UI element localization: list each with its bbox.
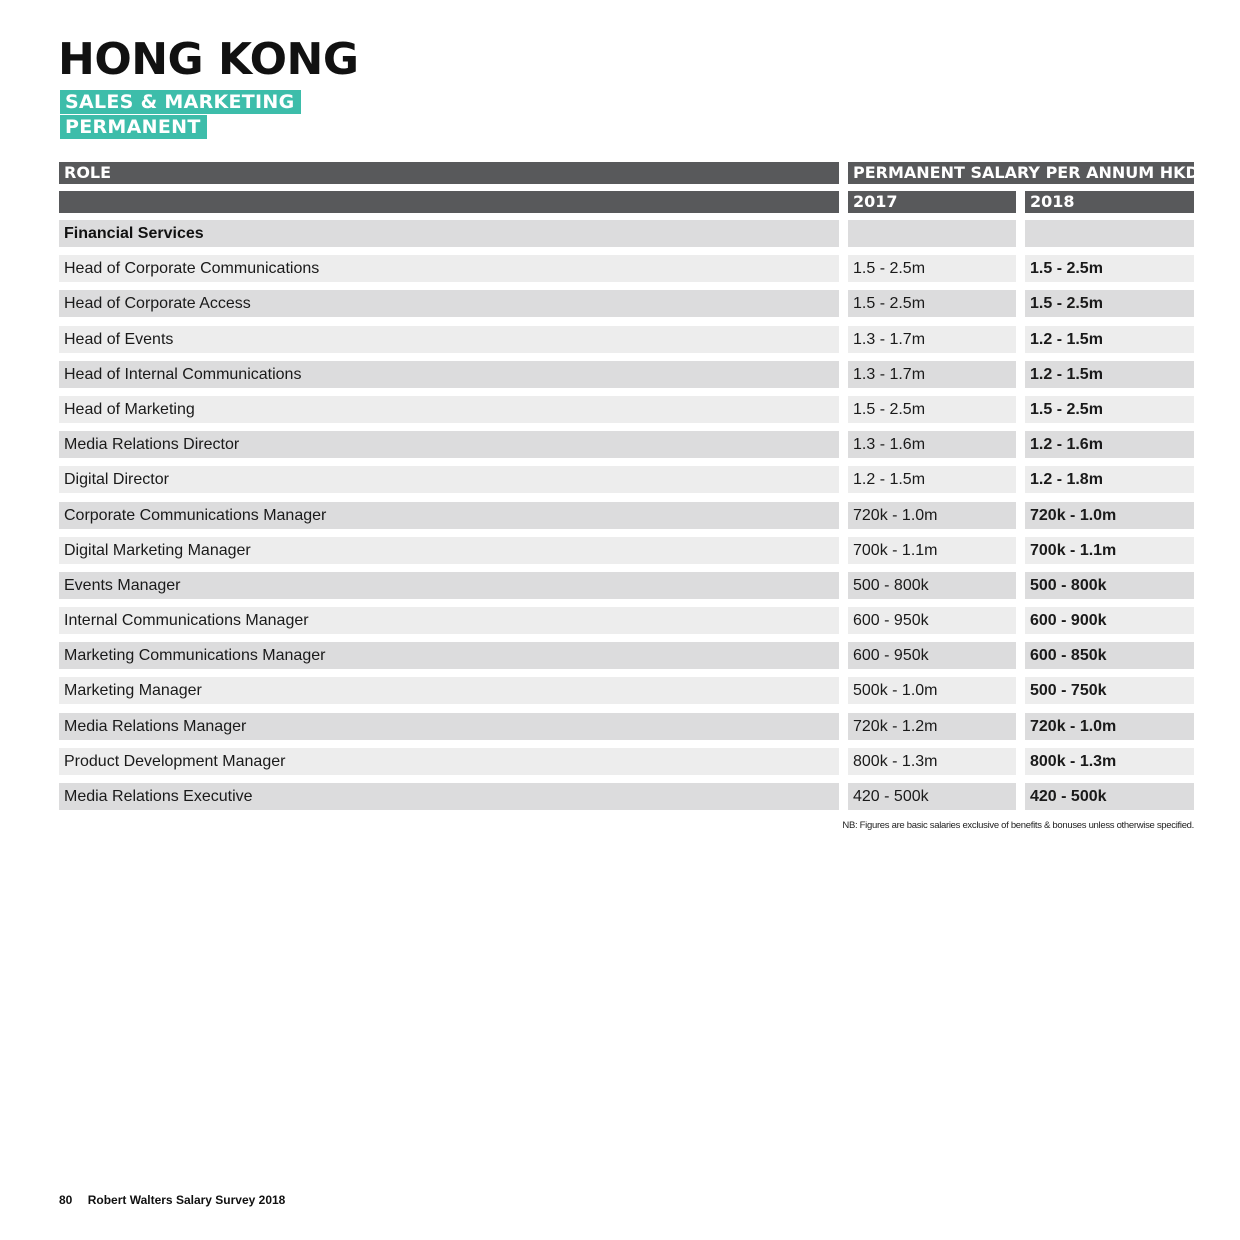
salary-2018-cell: 720k - 1.0m (1025, 713, 1194, 740)
page-footer (59, 1193, 285, 1207)
salary-2017-cell: 1.3 - 1.7m (848, 361, 1016, 388)
salary-2018-cell: 1.2 - 1.5m (1025, 361, 1194, 388)
role-cell: Internal Communications Manager (59, 607, 839, 634)
salary-2017-cell: 500 - 800k (848, 572, 1016, 599)
role-cell: Marketing Communications Manager (59, 642, 839, 669)
page-number: 80 (59, 1193, 73, 1207)
salary-2018-cell: 600 - 850k (1025, 642, 1194, 669)
table-row (59, 466, 1194, 493)
salary-2018-cell: 500 - 750k (1025, 677, 1194, 704)
salary-2018-cell: 1.5 - 2.5m (1025, 255, 1194, 282)
salary-2018-cell: 720k - 1.0m (1025, 502, 1194, 529)
salary-2018-cell: 500 - 800k (1025, 572, 1194, 599)
salary-2018-cell: 1.2 - 1.6m (1025, 431, 1194, 458)
salary-2017-cell: 600 - 950k (848, 607, 1016, 634)
role-column-header: ROLE (59, 162, 839, 184)
role-cell: Media Relations Manager (59, 713, 839, 740)
table-row (59, 431, 1194, 458)
salary-2018-cell: 420 - 500k (1025, 783, 1194, 810)
category-tag: SALES & MARKETING (60, 90, 301, 114)
section-title: Financial Services (59, 220, 839, 247)
table-row (59, 326, 1194, 353)
role-cell: Events Manager (59, 572, 839, 599)
salary-2018-cell: 1.5 - 2.5m (1025, 396, 1194, 423)
table-row (59, 748, 1194, 775)
role-cell: Head of Marketing (59, 396, 839, 423)
salary-2017-cell: 420 - 500k (848, 783, 1016, 810)
table-row (59, 396, 1194, 423)
contract-type-tag: PERMANENT (60, 115, 207, 139)
role-cell: Marketing Manager (59, 677, 839, 704)
salary-2017-cell: 500k - 1.0m (848, 677, 1016, 704)
table-row (59, 502, 1194, 529)
salary-table (59, 220, 1194, 818)
salary-2017-cell: 720k - 1.2m (848, 713, 1016, 740)
year-2018-header: 2018 (1025, 191, 1194, 213)
table-row (59, 783, 1194, 810)
role-cell: Corporate Communications Manager (59, 502, 839, 529)
section-cell-2018 (1025, 220, 1194, 247)
year-2017-header: 2017 (848, 191, 1016, 213)
salary-2017-cell: 1.5 - 2.5m (848, 255, 1016, 282)
role-cell: Head of Events (59, 326, 839, 353)
role-cell: Digital Director (59, 466, 839, 493)
section-cell-2017 (848, 220, 1016, 247)
table-row (59, 290, 1194, 317)
salary-2017-cell: 1.3 - 1.7m (848, 326, 1016, 353)
salary-2017-cell: 700k - 1.1m (848, 537, 1016, 564)
footnote: NB: Figures are basic salaries exclusive of benefits & bonuses unless otherwise specified. (842, 820, 1194, 831)
salary-2017-cell: 600 - 950k (848, 642, 1016, 669)
table-row (59, 607, 1194, 634)
salary-2017-cell: 1.5 - 2.5m (848, 396, 1016, 423)
role-cell: Media Relations Executive (59, 783, 839, 810)
role-cell: Media Relations Director (59, 431, 839, 458)
role-cell: Head of Corporate Access (59, 290, 839, 317)
salary-2017-cell: 1.2 - 1.5m (848, 466, 1016, 493)
table-row (59, 572, 1194, 599)
role-cell: Digital Marketing Manager (59, 537, 839, 564)
salary-2017-cell: 800k - 1.3m (848, 748, 1016, 775)
table-row (59, 361, 1194, 388)
role-cell: Product Development Manager (59, 748, 839, 775)
role-cell: Head of Corporate Communications (59, 255, 839, 282)
salary-column-header: PERMANENT SALARY PER ANNUM HKD ($) (848, 162, 1194, 184)
salary-2018-cell: 1.5 - 2.5m (1025, 290, 1194, 317)
salary-2018-cell: 1.2 - 1.8m (1025, 466, 1194, 493)
salary-2017-cell: 720k - 1.0m (848, 502, 1016, 529)
salary-2018-cell: 700k - 1.1m (1025, 537, 1194, 564)
page-title: HONG KONG (58, 34, 359, 85)
salary-2017-cell: 1.3 - 1.6m (848, 431, 1016, 458)
table-row (59, 537, 1194, 564)
role-subheader-bar (59, 191, 839, 213)
table-row (59, 255, 1194, 282)
role-cell: Head of Internal Communications (59, 361, 839, 388)
salary-2017-cell: 1.5 - 2.5m (848, 290, 1016, 317)
table-row (59, 642, 1194, 669)
salary-2018-cell: 800k - 1.3m (1025, 748, 1194, 775)
salary-2018-cell: 1.2 - 1.5m (1025, 326, 1194, 353)
section-row (59, 220, 1194, 247)
table-row (59, 713, 1194, 740)
table-row (59, 677, 1194, 704)
publication-name: Robert Walters Salary Survey 2018 (87, 1193, 286, 1207)
salary-2018-cell: 600 - 900k (1025, 607, 1194, 634)
